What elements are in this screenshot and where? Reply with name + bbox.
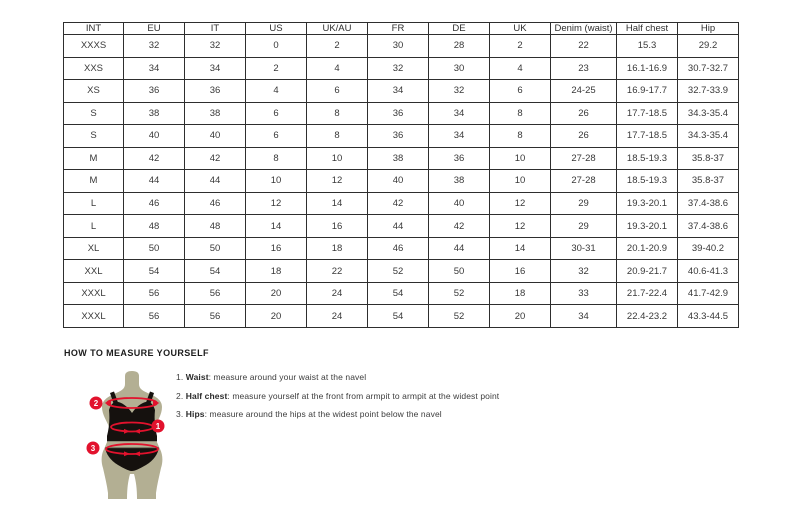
table-cell: 17.7-18.5 (617, 125, 678, 148)
table-cell: 34 (429, 102, 490, 125)
table-cell: 14 (307, 192, 368, 215)
table-cell: 42 (185, 147, 246, 170)
table-cell: 54 (368, 305, 429, 328)
table-cell: 50 (185, 237, 246, 260)
table-cell: 19.3-20.1 (617, 215, 678, 238)
table-cell: 32 (368, 57, 429, 80)
table-row (64, 125, 739, 148)
table-cell: 24 (307, 305, 368, 328)
table-cell: 4 (246, 80, 307, 103)
table-cell: 6 (307, 80, 368, 103)
table-row (64, 215, 739, 238)
table-row (64, 80, 739, 103)
table-cell: 56 (124, 282, 185, 305)
table-cell: 8 (307, 102, 368, 125)
table-cell: XXXS (64, 35, 124, 58)
table-cell: 44 (185, 170, 246, 193)
table-cell: 24-25 (551, 80, 617, 103)
table-cell: 24 (307, 282, 368, 305)
table-cell: 18 (307, 237, 368, 260)
table-cell: 18 (490, 282, 551, 305)
table-cell: 22 (551, 35, 617, 58)
table-cell: 36 (368, 125, 429, 148)
table-cell: 20 (246, 305, 307, 328)
table-cell: 34.3-35.4 (678, 125, 739, 148)
table-cell: 8 (490, 102, 551, 125)
table-row (64, 170, 739, 193)
table-cell: 37.4-38.6 (678, 215, 739, 238)
table-cell: 46 (185, 192, 246, 215)
table-cell: M (64, 170, 124, 193)
table-cell: 17.7-18.5 (617, 102, 678, 125)
table-cell: 34 (124, 57, 185, 80)
table-cell: 32 (124, 35, 185, 58)
table-cell: 32.7-33.9 (678, 80, 739, 103)
table-cell: 2 (307, 35, 368, 58)
table-cell: 48 (124, 215, 185, 238)
table-cell: 22 (307, 260, 368, 283)
column-header: IT (185, 23, 246, 35)
table-cell: 35.8-37 (678, 170, 739, 193)
table-cell: 19.3-20.1 (617, 192, 678, 215)
table-cell: 38 (124, 102, 185, 125)
table-cell: 2 (246, 57, 307, 80)
table-cell: 40 (124, 125, 185, 148)
hips-badge (87, 442, 100, 455)
table-cell: 36 (185, 80, 246, 103)
table-cell: 10 (246, 170, 307, 193)
table-cell: 42 (368, 192, 429, 215)
table-cell: M (64, 147, 124, 170)
table-cell: 36 (124, 80, 185, 103)
table-cell: 6 (246, 102, 307, 125)
table-cell: 36 (429, 147, 490, 170)
table-row (64, 102, 739, 125)
table-cell: 32 (185, 35, 246, 58)
table-cell: 18.5-19.3 (617, 170, 678, 193)
table-cell: 30.7-32.7 (678, 57, 739, 80)
table-row (64, 305, 739, 328)
table-cell: 38 (368, 147, 429, 170)
table-cell: 0 (246, 35, 307, 58)
table-cell: 52 (429, 305, 490, 328)
table-cell: 56 (185, 282, 246, 305)
table-cell: 50 (124, 237, 185, 260)
waist-badge-number: 1 (155, 422, 161, 431)
table-row (64, 147, 739, 170)
mannequin-neck (125, 371, 139, 385)
table-cell: 10 (490, 170, 551, 193)
table-cell: 10 (307, 147, 368, 170)
table-cell: 18 (246, 260, 307, 283)
table-cell: 54 (185, 260, 246, 283)
measure-step: 2. Half chest: measure yourself at the front from armpit to armpit at the widest point (176, 390, 500, 401)
table-cell: 46 (124, 192, 185, 215)
table-cell: 34 (185, 57, 246, 80)
column-header: Denim (waist) (551, 23, 617, 35)
table-cell: XS (64, 80, 124, 103)
table-cell: 32 (551, 260, 617, 283)
column-header: UK/AU (307, 23, 368, 35)
column-header: EU (124, 23, 185, 35)
table-cell: 38 (429, 170, 490, 193)
table-cell: 40 (429, 192, 490, 215)
table-cell: 16 (490, 260, 551, 283)
table-cell: 4 (490, 57, 551, 80)
table-cell: 12 (246, 192, 307, 215)
table-cell: 34 (429, 125, 490, 148)
size-table-body (64, 35, 739, 328)
table-cell: 46 (368, 237, 429, 260)
table-cell: 16 (246, 237, 307, 260)
table-cell: S (64, 102, 124, 125)
measurement-figure (82, 370, 182, 502)
table-cell: 48 (185, 215, 246, 238)
table-cell: 2 (490, 35, 551, 58)
table-cell: XXXL (64, 282, 124, 305)
table-cell: 54 (368, 282, 429, 305)
table-cell: 44 (368, 215, 429, 238)
table-cell: 10 (490, 147, 551, 170)
table-cell: 16.1-16.9 (617, 57, 678, 80)
table-cell: 21.7-22.4 (617, 282, 678, 305)
chest-badge (90, 397, 103, 410)
table-cell: 27-28 (551, 170, 617, 193)
column-header: INT (64, 23, 124, 35)
table-cell: 14 (246, 215, 307, 238)
table-cell: 27-28 (551, 147, 617, 170)
table-cell: 56 (185, 305, 246, 328)
table-cell: 37.4-38.6 (678, 192, 739, 215)
table-row (64, 260, 739, 283)
measure-step: 1. Waist: measure around your waist at the navel (176, 372, 367, 382)
how-to-measure-title: HOW TO MEASURE YOURSELF (64, 348, 209, 358)
table-cell: 28 (429, 35, 490, 58)
table-cell: 30-31 (551, 237, 617, 260)
table-cell: S (64, 125, 124, 148)
table-cell: 30 (429, 57, 490, 80)
table-cell: 43.3-44.5 (678, 305, 739, 328)
table-cell: 34 (368, 80, 429, 103)
table-cell: 18.5-19.3 (617, 147, 678, 170)
table-cell: 29 (551, 192, 617, 215)
table-cell: 26 (551, 102, 617, 125)
table-cell: 40 (368, 170, 429, 193)
measure-steps (176, 372, 499, 428)
table-cell: 40.6-41.3 (678, 260, 739, 283)
waist-badge (152, 420, 165, 433)
table-cell: 26 (551, 125, 617, 148)
table-cell: XXS (64, 57, 124, 80)
table-cell: 39-40.2 (678, 237, 739, 260)
table-cell: 20 (490, 305, 551, 328)
column-header: US (246, 23, 307, 35)
table-cell: 41.7-42.9 (678, 282, 739, 305)
size-table-header-row (64, 23, 739, 35)
table-cell: L (64, 192, 124, 215)
table-cell: 50 (429, 260, 490, 283)
table-cell: 32 (429, 80, 490, 103)
column-header: UK (490, 23, 551, 35)
table-cell: 52 (429, 282, 490, 305)
table-cell: XXL (64, 260, 124, 283)
table-cell: 38 (185, 102, 246, 125)
table-cell: 16.9-17.7 (617, 80, 678, 103)
table-row (64, 282, 739, 305)
chest-badge-number: 2 (93, 399, 99, 408)
table-cell: 56 (124, 305, 185, 328)
table-cell: L (64, 215, 124, 238)
table-row (64, 192, 739, 215)
table-cell: 36 (368, 102, 429, 125)
column-header: FR (368, 23, 429, 35)
table-cell: XL (64, 237, 124, 260)
table-cell: 30 (368, 35, 429, 58)
table-cell: 12 (490, 215, 551, 238)
table-cell: 40 (185, 125, 246, 148)
table-cell: 29 (551, 215, 617, 238)
column-header: Hip (678, 23, 739, 35)
table-cell: XXXL (64, 305, 124, 328)
mannequin-illustration (82, 370, 182, 502)
table-cell: 33 (551, 282, 617, 305)
table-cell: 20 (246, 282, 307, 305)
table-row (64, 57, 739, 80)
table-cell: 12 (490, 192, 551, 215)
table-cell: 20.9-21.7 (617, 260, 678, 283)
table-cell: 44 (429, 237, 490, 260)
table-cell: 8 (246, 147, 307, 170)
table-cell: 34 (551, 305, 617, 328)
column-header: Half chest (617, 23, 678, 35)
table-cell: 8 (490, 125, 551, 148)
table-cell: 35.8-37 (678, 147, 739, 170)
table-cell: 15.3 (617, 35, 678, 58)
table-cell: 44 (124, 170, 185, 193)
table-cell: 8 (307, 125, 368, 148)
table-cell: 20.1-20.9 (617, 237, 678, 260)
hips-badge-number: 3 (90, 444, 96, 453)
size-table (63, 22, 739, 328)
table-cell: 23 (551, 57, 617, 80)
table-cell: 12 (307, 170, 368, 193)
table-cell: 6 (490, 80, 551, 103)
table-cell: 29.2 (678, 35, 739, 58)
table-row (64, 237, 739, 260)
table-cell: 42 (124, 147, 185, 170)
table-cell: 34.3-35.4 (678, 102, 739, 125)
table-cell: 4 (307, 57, 368, 80)
table-cell: 52 (368, 260, 429, 283)
measure-step: 3. Hips: measure around the hips at the widest point below the navel (176, 409, 442, 419)
table-cell: 6 (246, 125, 307, 148)
column-header: DE (429, 23, 490, 35)
table-cell: 22.4-23.2 (617, 305, 678, 328)
table-cell: 14 (490, 237, 551, 260)
table-cell: 16 (307, 215, 368, 238)
table-cell: 54 (124, 260, 185, 283)
table-cell: 42 (429, 215, 490, 238)
table-row (64, 35, 739, 58)
